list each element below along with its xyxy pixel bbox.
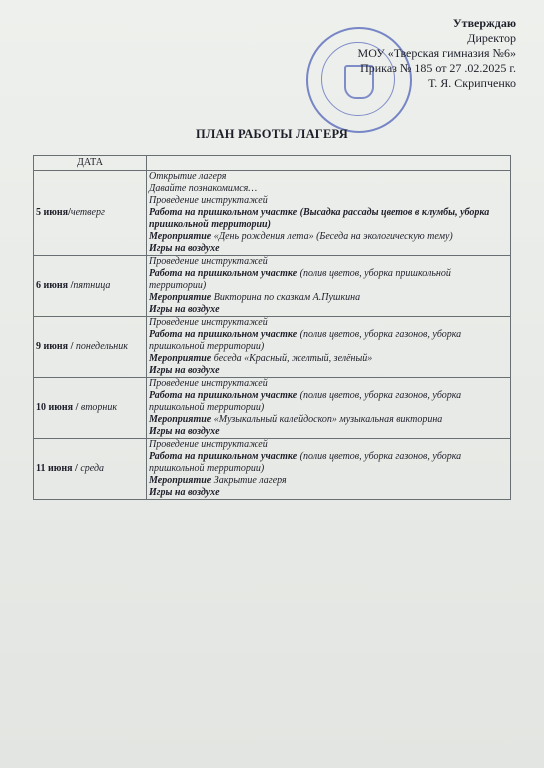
camp-plan-table — [33, 155, 511, 500]
day-weekday: четверг — [70, 207, 105, 218]
day-weekday: понедельник — [75, 341, 128, 352]
column-header-date: ДАТА — [34, 156, 147, 171]
activity-line: Открытие лагеря — [149, 171, 227, 182]
day-date: 10 июня / — [36, 402, 81, 413]
table-row — [34, 378, 511, 439]
activity-label: Мероприятие — [149, 475, 212, 486]
activity-cell — [147, 378, 511, 439]
activity-label: Мероприятие — [149, 231, 212, 242]
activity-label: Работа на пришкольном участке — [149, 451, 298, 462]
day-date: 5 июня/ — [36, 207, 71, 218]
day-cell — [34, 256, 147, 317]
activity-label: Работа на пришкольном участке — [149, 268, 298, 279]
day-weekday: вторник — [80, 402, 118, 413]
activity-detail: Викторина по сказкам А.Пушкина — [211, 292, 361, 303]
table-row — [34, 439, 511, 500]
activity-cell — [147, 171, 511, 256]
activity-detail: (полив цветов, уборка газонов, уборка пришкольной территории) — [149, 329, 462, 352]
page-title: ПЛАН РАБОТЫ ЛАГЕРЯ — [196, 127, 348, 141]
activity-line — [149, 353, 508, 365]
activity-line: Игры на воздухе — [149, 365, 220, 376]
activity-detail: «Музыкальный калейдоскоп» музыкальная викторина — [211, 414, 443, 425]
activity-label: Мероприятие — [149, 353, 212, 364]
approval-school: МОУ «Тверская гимназия №6» — [357, 46, 516, 60]
approval-position: Директор — [467, 31, 516, 45]
activity-cell — [147, 317, 511, 378]
activity-detail: беседа «Красный, желтый, зелёный» — [211, 353, 373, 364]
activity-detail: (полив цветов, уборка газонов, уборка пришкольной территории) — [149, 390, 462, 413]
activity-line: Проведение инструктажей — [149, 195, 268, 206]
day-date: 11 июня / — [36, 463, 81, 474]
approval-signatory: Т. Я. Скрипченко — [428, 76, 516, 90]
approval-heading: Утверждаю — [452, 16, 516, 30]
activity-line: Игры на воздухе — [149, 487, 220, 498]
day-date: 9 июня / — [36, 341, 76, 352]
activity-line — [149, 329, 508, 353]
activity-cell — [147, 256, 511, 317]
activity-line — [149, 475, 508, 487]
activity-line: Проведение инструктажей — [149, 439, 268, 450]
approval-block — [286, 16, 516, 91]
table-row — [34, 171, 511, 256]
day-weekday: пятница — [73, 280, 111, 291]
activity-line: Давайте познакомимся… — [149, 183, 258, 194]
day-cell — [34, 439, 147, 500]
day-cell — [34, 378, 147, 439]
table-header-row — [34, 156, 511, 171]
table-body — [34, 171, 511, 500]
activity-line: Проведение инструктажей — [149, 256, 268, 267]
activity-line: Работа на пришкольном участке (Высадка рассады цветов в клумбы, уборка пришкольной территории) — [149, 207, 490, 230]
column-header-activity — [147, 156, 511, 171]
day-weekday: среда — [80, 463, 104, 474]
activity-detail: Закрытие лагеря — [211, 475, 287, 486]
day-date: 6 июня / — [36, 280, 74, 291]
activity-line — [149, 414, 508, 426]
activity-line — [149, 231, 508, 243]
activity-line — [149, 292, 508, 304]
activity-line: Игры на воздухе — [149, 304, 220, 315]
activity-detail: (полив цветов, уборка пришкольной территории) — [149, 268, 451, 291]
table-row — [34, 317, 511, 378]
day-cell — [34, 317, 147, 378]
day-cell — [34, 171, 147, 256]
activity-line: Игры на воздухе — [149, 243, 220, 254]
activity-label: Мероприятие — [149, 292, 212, 303]
table-row — [34, 256, 511, 317]
activity-detail: «День рождения лета» (Беседа на экологическую тему) — [211, 231, 453, 242]
approval-order: Приказ № 185 от 27 .02.2025 г. — [360, 61, 516, 75]
activity-label: Работа на пришкольном участке — [149, 329, 298, 340]
activity-label: Мероприятие — [149, 414, 212, 425]
activity-line: Проведение инструктажей — [149, 317, 268, 328]
activity-line: Проведение инструктажей — [149, 378, 268, 389]
activity-line — [149, 268, 508, 292]
activity-line — [149, 390, 508, 414]
activity-line: Игры на воздухе — [149, 426, 220, 437]
activity-detail: (полив цветов, уборка газонов, уборка пришкольной территории) — [149, 451, 462, 474]
activity-label: Работа на пришкольном участке — [149, 390, 298, 401]
activity-line — [149, 451, 508, 475]
activity-cell — [147, 439, 511, 500]
